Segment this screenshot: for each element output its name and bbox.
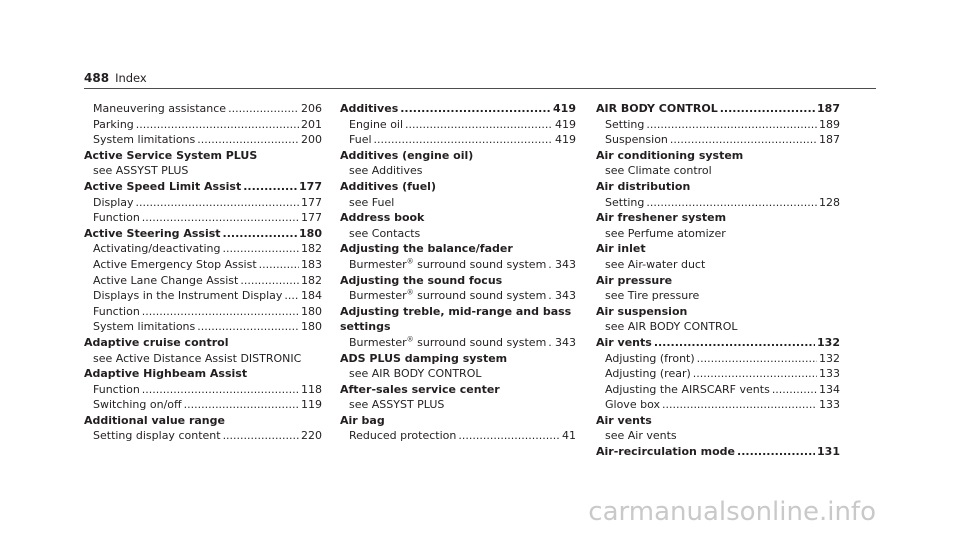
header-rule xyxy=(84,88,876,89)
page-reference: 182 xyxy=(301,273,322,287)
entry-label: see Contacts xyxy=(349,226,421,240)
entry-text xyxy=(93,304,140,320)
entry-label: Engine oil xyxy=(349,117,404,131)
entry-text xyxy=(93,319,195,335)
index-heading xyxy=(84,148,322,164)
index-subentry xyxy=(84,195,322,211)
page-reference: 128 xyxy=(819,195,840,209)
entry-text xyxy=(349,195,394,211)
entry-label: see Fuel xyxy=(349,195,395,209)
entry-text xyxy=(605,195,644,211)
dot-leader xyxy=(400,101,551,117)
index-heading xyxy=(84,226,322,242)
index-heading xyxy=(596,241,840,257)
page-reference: 177 xyxy=(301,211,322,225)
dot-leader xyxy=(136,195,299,211)
entry-label: Air pressure xyxy=(596,273,673,287)
index-subentry xyxy=(340,117,576,133)
index-subentry xyxy=(340,335,576,351)
index-heading xyxy=(340,304,576,320)
index-heading xyxy=(84,366,322,382)
dot-leader xyxy=(548,288,553,304)
entry-label: Fuel xyxy=(349,133,372,147)
page-reference: 187 xyxy=(817,102,840,115)
entry-label: Adjusting the AIRSCARF vents xyxy=(605,382,770,396)
entry-label: Displays in the Instrument Display xyxy=(93,289,283,303)
page-reference: 177 xyxy=(299,179,322,193)
entry-text xyxy=(84,366,247,382)
index-subentry xyxy=(84,117,322,133)
page-reference: 189 xyxy=(819,117,840,131)
entry-text xyxy=(596,179,690,195)
index-heading xyxy=(596,335,840,351)
dot-leader xyxy=(243,179,297,195)
index-subentry xyxy=(340,257,576,273)
entry-label: Function xyxy=(93,382,140,396)
entry-text xyxy=(349,163,423,179)
entry-label: see AIR BODY CONTROL xyxy=(349,367,482,381)
page-reference: 177 xyxy=(301,195,322,209)
dot-leader xyxy=(223,241,299,257)
entry-text xyxy=(349,366,481,382)
index-subentry xyxy=(596,195,840,211)
page-reference: 343 xyxy=(555,257,576,271)
index-subentry xyxy=(596,351,840,367)
index-see-reference xyxy=(340,226,576,242)
index-column-1 xyxy=(84,101,322,444)
entry-label: Additives xyxy=(340,102,399,115)
entry-label: Burmester xyxy=(349,257,407,271)
index-subentry xyxy=(84,273,322,289)
index-subentry xyxy=(84,101,322,117)
index-subentry xyxy=(84,257,322,273)
index-heading xyxy=(340,351,576,367)
entry-label: Air conditioning system xyxy=(596,148,744,162)
entry-text xyxy=(93,382,140,398)
entry-label: Setting xyxy=(605,195,645,209)
page-reference: 183 xyxy=(301,257,322,271)
dot-leader xyxy=(284,288,299,304)
entry-label: Burmester xyxy=(349,335,407,349)
entry-label: Setting display content xyxy=(93,429,221,443)
entry-label: Maneuvering assistance xyxy=(93,102,227,115)
index-heading xyxy=(84,335,322,351)
dot-leader xyxy=(142,304,299,320)
registered-mark: ® xyxy=(406,257,414,266)
index-heading xyxy=(340,273,576,289)
index-heading xyxy=(596,304,840,320)
registered-mark: ® xyxy=(406,335,414,344)
dot-leader xyxy=(136,117,299,133)
entry-text xyxy=(340,148,473,164)
index-heading xyxy=(596,273,840,289)
entry-label: see ASSYST PLUS xyxy=(349,398,445,412)
entry-label: Additional value range xyxy=(84,413,225,427)
entry-text xyxy=(93,195,134,211)
entry-text xyxy=(84,148,257,164)
index-see-reference xyxy=(340,195,576,211)
index-heading xyxy=(596,101,840,117)
entry-label: Air freshener system xyxy=(596,211,727,225)
index-heading xyxy=(596,444,840,460)
entry-text xyxy=(340,210,424,226)
entry-text xyxy=(93,132,195,148)
dot-leader xyxy=(223,428,299,444)
entry-text xyxy=(349,288,546,304)
dot-leader xyxy=(670,132,817,148)
dot-leader xyxy=(646,117,817,133)
entry-text xyxy=(349,335,546,351)
entry-label: Adjusting the balance/fader xyxy=(340,242,513,256)
section-title: Index xyxy=(115,71,147,85)
entry-label: Adjusting (front) xyxy=(605,351,695,365)
entry-label: Adjusting the sound focus xyxy=(340,273,503,287)
entry-label: Activating/deactivating xyxy=(93,242,221,256)
entry-text xyxy=(93,273,238,289)
entry-text xyxy=(596,273,672,289)
entry-label: Setting xyxy=(605,117,645,131)
entry-label: Burmester xyxy=(349,289,407,303)
entry-text xyxy=(84,335,228,351)
entry-text xyxy=(93,241,221,257)
entry-text xyxy=(605,288,699,304)
dot-leader xyxy=(259,257,299,273)
index-subentry xyxy=(596,132,840,148)
entry-text xyxy=(93,351,301,367)
dot-leader xyxy=(228,101,299,117)
entry-text xyxy=(605,163,712,179)
index-subentry xyxy=(596,397,840,413)
entry-text xyxy=(349,397,444,413)
page-reference: 119 xyxy=(301,398,322,412)
page-reference: 133 xyxy=(819,367,840,381)
entry-label: Air-recirculation mode xyxy=(596,445,736,459)
page-reference: 180 xyxy=(301,304,322,318)
entry-text xyxy=(596,148,743,164)
entry-label: Address book xyxy=(340,211,425,225)
index-subentry xyxy=(84,304,322,320)
entry-text xyxy=(84,226,221,242)
page-reference: 134 xyxy=(819,382,840,396)
dot-leader xyxy=(772,382,817,398)
dot-leader xyxy=(458,428,560,444)
entry-text xyxy=(340,319,391,335)
dot-leader xyxy=(548,335,553,351)
index-heading xyxy=(340,241,576,257)
index-subentry xyxy=(84,319,322,335)
index-heading xyxy=(340,210,576,226)
index-heading xyxy=(340,413,576,429)
entry-label: Active Service System PLUS xyxy=(84,148,258,162)
entry-text xyxy=(340,382,500,398)
index-see-reference xyxy=(596,257,840,273)
dot-leader xyxy=(662,397,817,413)
entry-label: Adjusting (rear) xyxy=(605,367,691,381)
index-subentry xyxy=(340,132,576,148)
index-subentry xyxy=(596,382,840,398)
index-subentry xyxy=(84,288,322,304)
dot-leader xyxy=(197,319,299,335)
index-see-reference xyxy=(84,351,322,367)
entry-text xyxy=(605,132,668,148)
registered-mark: ® xyxy=(406,288,414,297)
entry-text xyxy=(93,101,226,117)
entry-text xyxy=(340,351,507,367)
index-subentry xyxy=(596,366,840,382)
entry-label: Additives (engine oil) xyxy=(340,148,474,162)
index-subentry xyxy=(84,382,322,398)
entry-label: Active Steering Assist xyxy=(84,226,221,240)
entry-label: Display xyxy=(93,195,134,209)
page-reference: 133 xyxy=(819,398,840,412)
page-reference: 118 xyxy=(301,382,322,396)
entry-text xyxy=(340,273,502,289)
entry-text xyxy=(605,257,705,273)
entry-text xyxy=(340,101,398,117)
entry-label: Air inlet xyxy=(596,242,646,256)
entry-label: System limitations xyxy=(93,320,196,334)
entry-text xyxy=(340,241,513,257)
index-heading xyxy=(596,148,840,164)
entry-text xyxy=(349,257,546,273)
index-see-reference xyxy=(596,226,840,242)
entry-text xyxy=(605,397,660,413)
dot-leader xyxy=(646,195,817,211)
entry-label: Glove box xyxy=(605,398,660,412)
entry-label: Switching on/off xyxy=(93,398,182,412)
page-reference: 180 xyxy=(299,226,322,240)
entry-label: After-sales service center xyxy=(340,382,500,396)
dot-leader xyxy=(720,101,815,117)
entry-text xyxy=(605,366,691,382)
index-subentry xyxy=(84,397,322,413)
entry-label: Air vents xyxy=(596,413,652,427)
index-see-reference xyxy=(596,288,840,304)
index-heading xyxy=(340,319,576,335)
entry-label: Adaptive Highbeam Assist xyxy=(84,367,248,381)
entry-label: Air distribution xyxy=(596,179,691,193)
page-reference: 343 xyxy=(555,335,576,349)
entry-label: Adjusting treble, mid-range and bass xyxy=(340,304,572,318)
entry-text xyxy=(349,117,403,133)
dot-leader xyxy=(197,132,299,148)
index-subentry xyxy=(84,132,322,148)
entry-label: Reduced protection xyxy=(349,429,457,443)
page-number: 488 xyxy=(84,71,110,85)
entry-label: ADS PLUS damping system xyxy=(340,351,508,365)
entry-text xyxy=(93,288,282,304)
index-heading xyxy=(340,382,576,398)
watermark: carmanualsonline.info xyxy=(588,497,876,527)
index-see-reference xyxy=(596,428,840,444)
entry-label: Parking xyxy=(93,117,134,131)
index-column-2 xyxy=(340,101,576,444)
entry-text xyxy=(605,319,737,335)
entry-text xyxy=(84,413,225,429)
dot-leader xyxy=(240,273,299,289)
index-subentry xyxy=(340,288,576,304)
dot-leader xyxy=(405,117,553,133)
page-reference: 41 xyxy=(562,429,576,443)
entry-text xyxy=(596,210,726,226)
index-column-3 xyxy=(596,101,840,460)
entry-label: Air suspension xyxy=(596,304,688,318)
entry-label: Air bag xyxy=(340,413,385,427)
entry-text xyxy=(596,335,652,351)
page-reference: 200 xyxy=(301,133,322,147)
entry-label: Active Lane Change Assist xyxy=(93,273,239,287)
entry-text xyxy=(93,163,188,179)
entry-text xyxy=(596,413,652,429)
index-see-reference xyxy=(596,319,840,335)
entry-label: see ASSYST PLUS xyxy=(93,164,189,178)
entry-label: see Additives xyxy=(349,164,423,178)
entry-text xyxy=(340,413,385,429)
dot-leader xyxy=(654,335,815,351)
dot-leader xyxy=(184,397,299,413)
entry-label: Air vents xyxy=(596,335,652,349)
index-subentry xyxy=(340,428,576,444)
entry-text xyxy=(84,179,241,195)
index-subentry xyxy=(84,428,322,444)
entry-label: Suspension xyxy=(605,133,668,147)
page-reference: 206 xyxy=(301,102,322,115)
entry-text xyxy=(340,304,571,320)
index-heading xyxy=(340,179,576,195)
entry-text xyxy=(596,241,646,257)
entry-text xyxy=(349,226,420,242)
entry-text xyxy=(93,397,182,413)
entry-text xyxy=(605,226,726,242)
entry-text xyxy=(93,428,221,444)
dot-leader xyxy=(223,226,297,242)
entry-label: see Tire pressure xyxy=(605,289,700,303)
entry-label: see Perfume atomizer xyxy=(605,226,726,240)
entry-text xyxy=(596,304,687,320)
page-reference: 187 xyxy=(819,133,840,147)
page-reference: 132 xyxy=(817,335,840,349)
dot-leader xyxy=(697,351,817,367)
entry-label: see Climate control xyxy=(605,164,712,178)
entry-label: see Active Distance Assist DISTRONIC xyxy=(93,351,302,365)
entry-label: settings xyxy=(340,320,391,334)
page-reference: 201 xyxy=(301,117,322,131)
entry-label: see AIR BODY CONTROL xyxy=(605,320,738,334)
index-see-reference xyxy=(596,163,840,179)
index-subentry xyxy=(596,117,840,133)
entry-label: System limitations xyxy=(93,133,196,147)
page-reference: 419 xyxy=(555,117,576,131)
entry-label: Active Emergency Stop Assist xyxy=(93,257,257,271)
entry-text xyxy=(605,382,770,398)
dot-leader xyxy=(142,210,299,226)
page-reference: 419 xyxy=(553,102,576,115)
entry-text xyxy=(340,179,436,195)
page-reference: 132 xyxy=(819,351,840,365)
entry-label-continued: surround sound system xyxy=(413,335,547,349)
entry-label: Function xyxy=(93,304,140,318)
page-reference: 182 xyxy=(301,242,322,256)
entry-text xyxy=(349,428,456,444)
index-heading xyxy=(596,413,840,429)
entry-label-continued: surround sound system xyxy=(413,289,547,303)
entry-text xyxy=(93,117,134,133)
page-reference: 131 xyxy=(817,445,840,459)
page-header xyxy=(84,71,147,89)
dot-leader xyxy=(737,444,815,460)
entry-text xyxy=(605,117,644,133)
index-heading xyxy=(596,210,840,226)
index-see-reference xyxy=(340,366,576,382)
entry-text xyxy=(605,351,695,367)
page-reference: 343 xyxy=(555,289,576,303)
entry-text xyxy=(605,428,677,444)
entry-label: see Air vents xyxy=(605,429,677,443)
entry-label: Active Speed Limit Assist xyxy=(84,179,242,193)
page-reference: 184 xyxy=(301,289,322,303)
index-see-reference xyxy=(84,163,322,179)
entry-text xyxy=(596,444,735,460)
dot-leader xyxy=(374,132,553,148)
index-subentry xyxy=(84,241,322,257)
page-reference: 220 xyxy=(301,429,322,443)
index-subentry xyxy=(84,210,322,226)
index-heading xyxy=(84,413,322,429)
entry-text xyxy=(596,101,718,117)
entry-label-continued: surround sound system xyxy=(413,257,547,271)
entry-label: Adaptive cruise control xyxy=(84,335,229,349)
entry-label: Function xyxy=(93,211,140,225)
dot-leader xyxy=(548,257,553,273)
page-reference: 419 xyxy=(555,133,576,147)
entry-text xyxy=(349,132,372,148)
entry-label: Additives (fuel) xyxy=(340,179,436,193)
index-heading xyxy=(340,148,576,164)
index-see-reference xyxy=(340,163,576,179)
entry-label: see Air-water duct xyxy=(605,257,706,271)
index-heading xyxy=(340,101,576,117)
dot-leader xyxy=(142,382,299,398)
entry-label: AIR BODY CONTROL xyxy=(596,102,718,115)
index-see-reference xyxy=(340,397,576,413)
page-reference: 180 xyxy=(301,320,322,334)
dot-leader xyxy=(693,366,817,382)
index-heading xyxy=(84,179,322,195)
entry-text xyxy=(93,210,140,226)
entry-text xyxy=(93,257,257,273)
index-heading xyxy=(596,179,840,195)
